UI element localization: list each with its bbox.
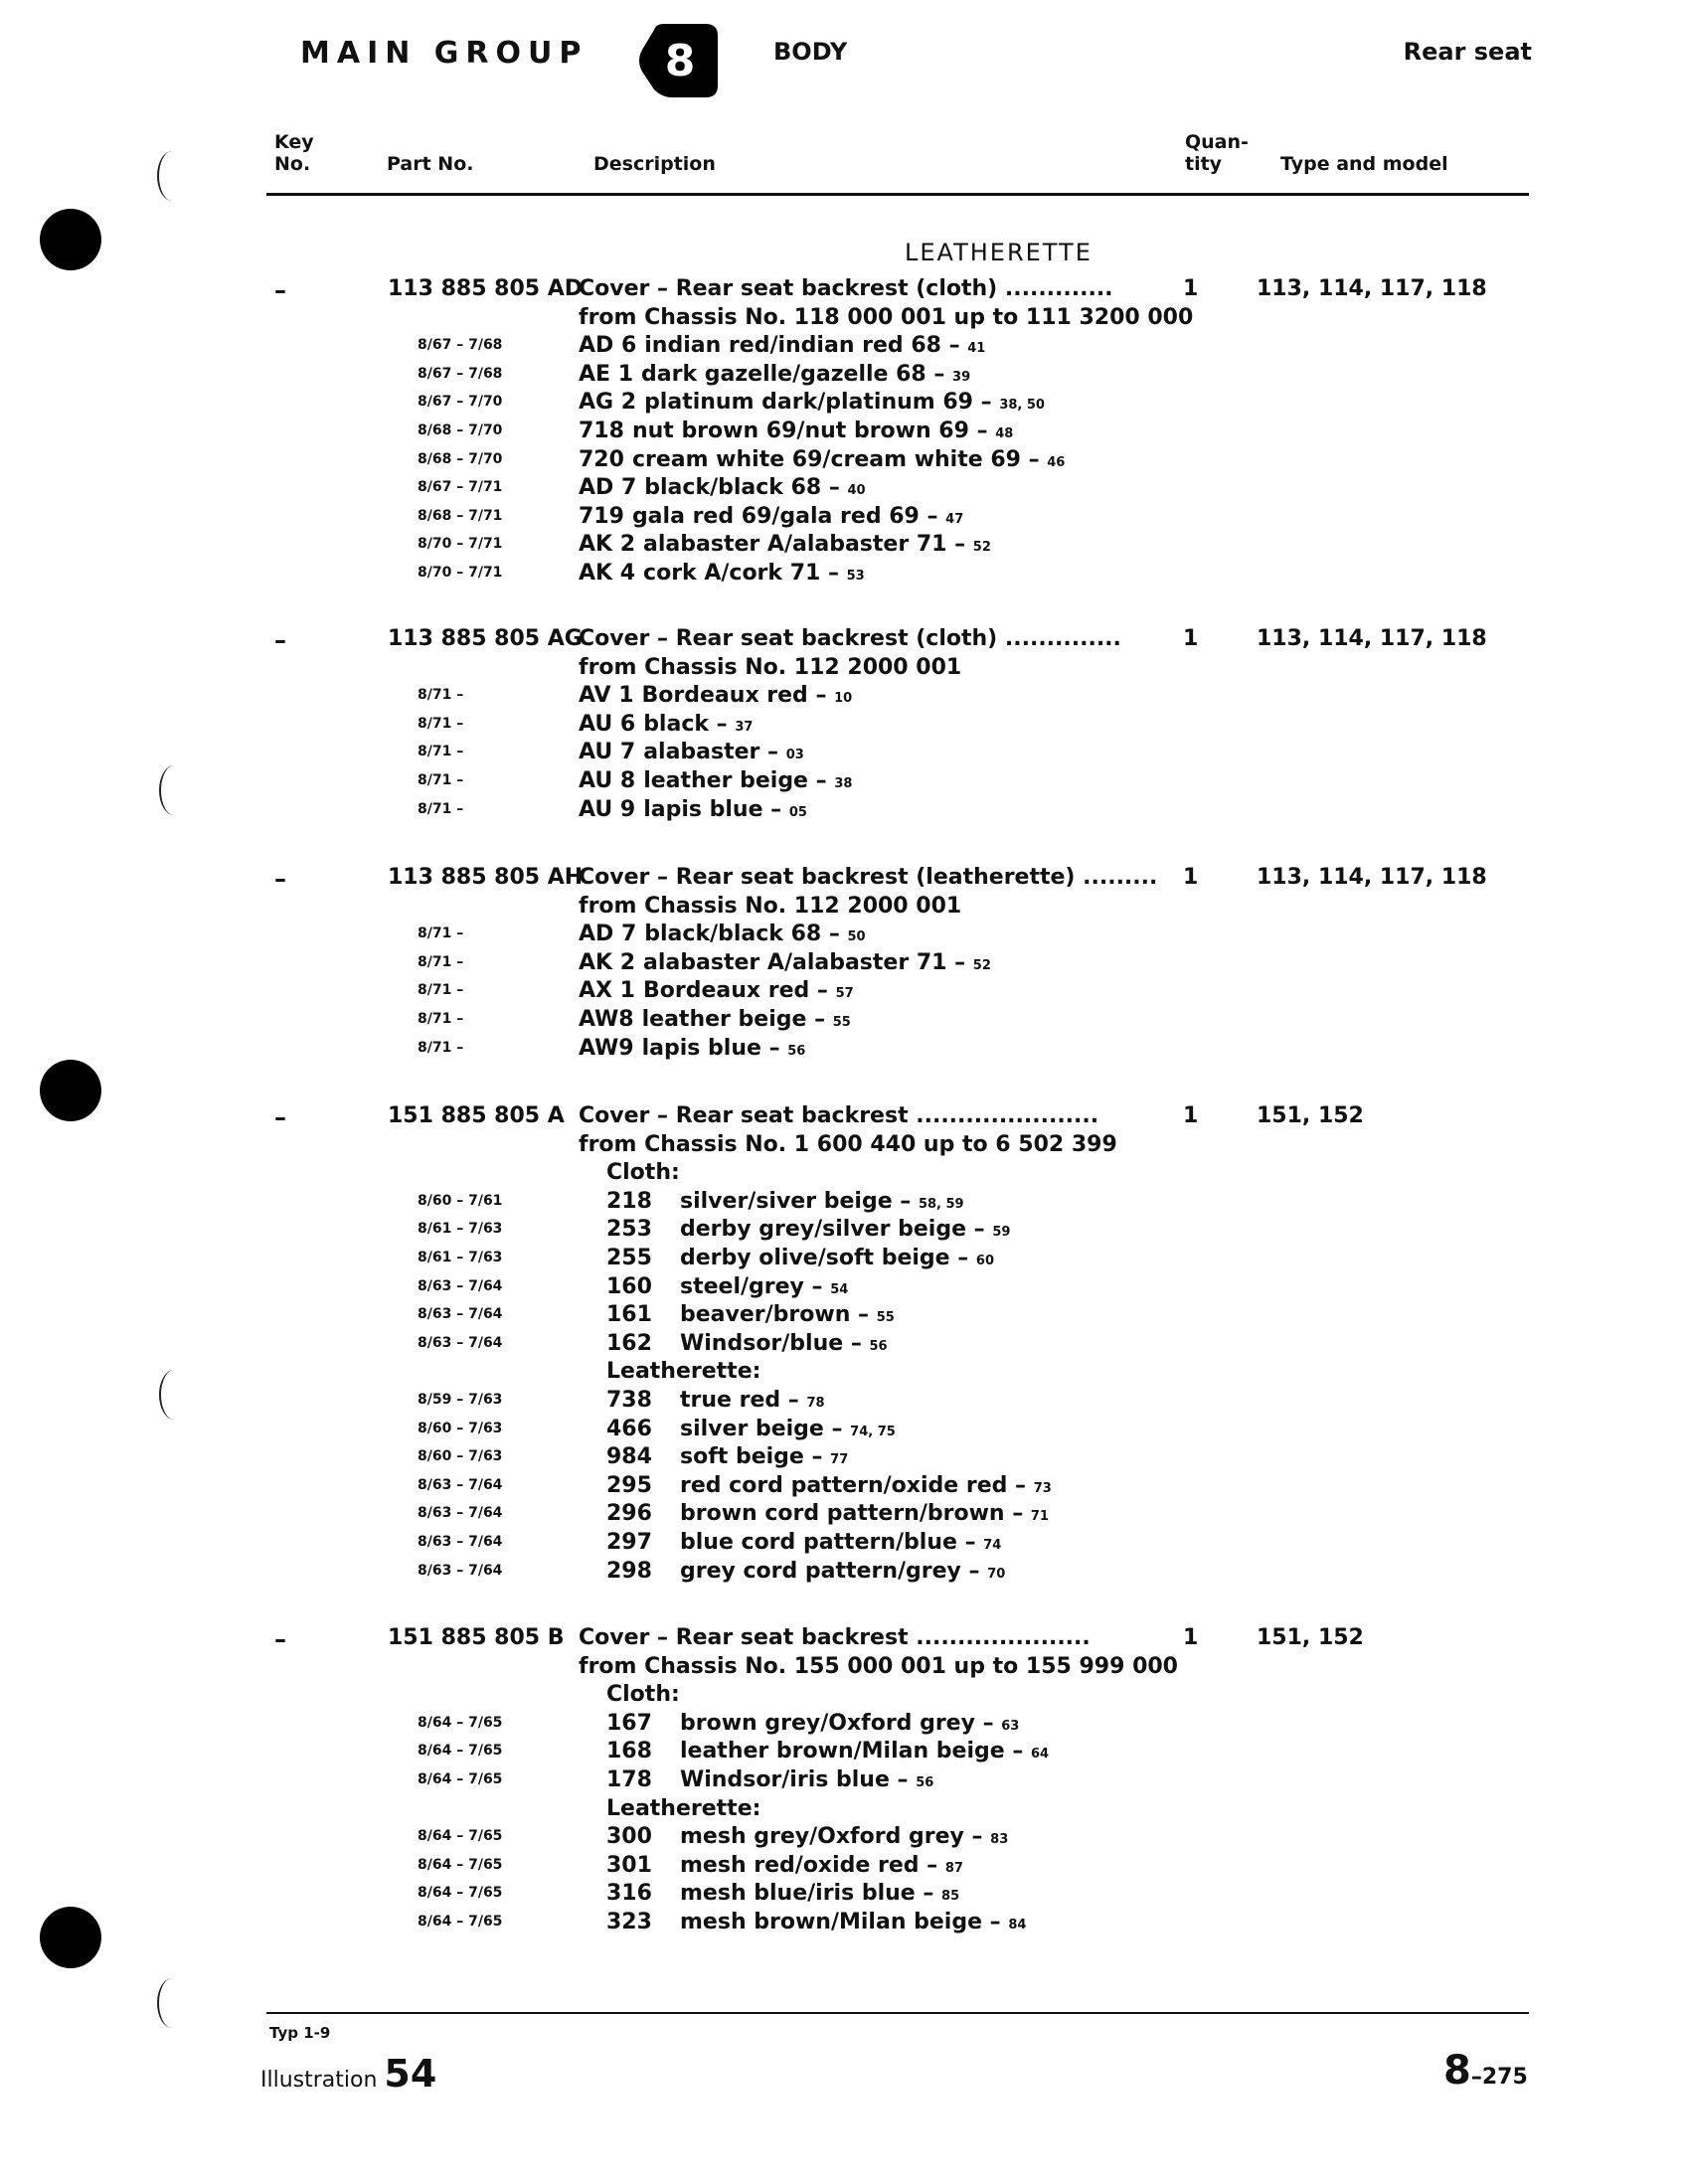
- variant-row: [606, 1189, 964, 1214]
- variant-row: [579, 768, 852, 793]
- col-description: Description: [593, 153, 716, 175]
- variant-ref: 71: [1030, 1509, 1049, 1525]
- variant-name: silver/siver beige –: [680, 1188, 919, 1214]
- variant-ref: 52: [972, 540, 991, 556]
- variant-name: gala red 69/gala red 69 –: [631, 503, 946, 529]
- variant-ref: 41: [967, 341, 986, 357]
- variant-name: lapis blue –: [643, 796, 789, 822]
- variant-row: [606, 1473, 1052, 1498]
- variant-code: 253: [606, 1217, 652, 1243]
- variant-name: mesh blue/iris blue –: [680, 1881, 942, 1907]
- variant-ref: 39: [952, 369, 971, 385]
- type-model: 113, 114, 117, 118: [1257, 276, 1487, 301]
- variant-row: [606, 1881, 959, 1906]
- variant-code: AV 1: [579, 683, 634, 709]
- variant-name: alabaster –: [643, 740, 786, 765]
- main-group-title: MAIN GROUP: [300, 36, 589, 71]
- variant-ref: 37: [735, 719, 754, 735]
- variant-row: [579, 390, 1045, 415]
- variant-ref: 74, 75: [850, 1424, 896, 1439]
- variant-row: [606, 1501, 1049, 1526]
- variant-date: 8/63 – 7/64: [418, 1562, 503, 1579]
- variant-date: 8/59 – 7/63: [418, 1392, 503, 1408]
- variant-name: brown grey/Oxford grey –: [680, 1710, 1002, 1736]
- variant-name: black/black 68 –: [644, 922, 848, 947]
- variant-code: 255: [606, 1246, 652, 1270]
- section-label: Cloth:: [606, 1682, 680, 1708]
- variant-ref: 57: [835, 986, 854, 1002]
- variant-code: AE 1: [579, 361, 634, 387]
- variant-name: brown cord pattern/brown –: [680, 1501, 1031, 1527]
- variant-row: [579, 978, 854, 1003]
- variant-date: 8/71 –: [418, 744, 464, 760]
- quantity: 1: [1183, 626, 1199, 651]
- section-label: Leatherette:: [606, 1795, 761, 1821]
- variant-row: [579, 683, 852, 708]
- group-number-badge: [636, 20, 721, 101]
- part-description: Cover – Rear seat backrest ......................: [579, 1103, 1099, 1128]
- variant-row: [606, 1853, 963, 1878]
- variant-ref: 84: [1008, 1918, 1027, 1932]
- variant-ref: 60: [975, 1254, 995, 1268]
- part-number: 113 885 805 AD: [388, 276, 584, 301]
- variant-date: 8/64 – 7/65: [418, 1714, 503, 1731]
- variant-name: derby grey/silver beige –: [680, 1217, 993, 1243]
- variant-date: 8/70 – 7/71: [418, 565, 503, 581]
- variant-date: 8/71 –: [418, 1039, 464, 1056]
- variant-code: 295: [606, 1472, 652, 1498]
- variant-date: 8/61 – 7/63: [418, 1250, 503, 1265]
- variant-date: 8/71 –: [418, 1011, 464, 1027]
- variant-ref: 40: [847, 483, 866, 499]
- variant-row: [579, 504, 963, 529]
- handwritten-note: LEATHERETTE: [905, 239, 1093, 266]
- variant-date: 8/64 – 7/65: [418, 1856, 503, 1873]
- quantity: 1: [1183, 1625, 1199, 1650]
- variant-name: alabaster A/alabaster 71 –: [643, 949, 973, 975]
- variant-code: AK 2: [579, 532, 636, 558]
- variant-date: 8/61 – 7/63: [418, 1221, 503, 1238]
- chassis-range: from Chassis No. 155 000 001 up to 155 999 000: [579, 1653, 1178, 1679]
- page-group: 8: [1443, 2048, 1471, 2094]
- variant-ref: 58, 59: [918, 1196, 964, 1212]
- variant-row: [606, 1388, 825, 1413]
- variant-ref: 38: [834, 776, 853, 791]
- part-description: Cover – Rear seat backrest (cloth) ..............: [579, 626, 1121, 651]
- variant-code: 300: [606, 1824, 652, 1850]
- header-rule: [266, 193, 1529, 196]
- col-type-model: Type and model: [1280, 153, 1448, 175]
- part-description: Cover – Rear seat backrest (leatherette) .........: [579, 865, 1158, 890]
- variant-name: silver beige –: [680, 1416, 851, 1441]
- variant-row: [606, 1711, 1019, 1736]
- variant-name: black –: [643, 711, 736, 737]
- variant-date: 8/63 – 7/64: [418, 1277, 503, 1294]
- variant-code: 161: [606, 1302, 652, 1328]
- binder-arc: [157, 151, 187, 201]
- variant-date: 8/67 – 7/68: [418, 365, 503, 382]
- variant-name: indian red/indian red 68 –: [644, 333, 968, 359]
- variant-ref: 46: [1047, 454, 1066, 470]
- col-key-no: Key No.: [274, 131, 314, 175]
- part-description: Cover – Rear seat backrest (cloth) .............: [579, 276, 1113, 301]
- variant-ref: 56: [916, 1775, 934, 1790]
- variant-date: 8/71 –: [418, 687, 464, 704]
- variant-date: 8/63 – 7/64: [418, 1334, 503, 1351]
- variant-name: steel/grey –: [680, 1273, 831, 1299]
- variant-code: 719: [579, 503, 624, 529]
- variant-code: AU 9: [579, 796, 636, 822]
- chassis-range: from Chassis No. 112 2000 001: [579, 654, 962, 680]
- variant-ref: 56: [869, 1338, 888, 1354]
- variant-name: nut brown 69/nut brown 69 –: [631, 419, 996, 443]
- variant-name: platinum dark/platinum 69 –: [644, 390, 1000, 416]
- variant-row: [606, 1739, 1049, 1764]
- variant-name: grey cord pattern/grey –: [680, 1558, 988, 1584]
- variant-ref: 55: [876, 1310, 895, 1326]
- variant-date: 8/71 –: [418, 800, 464, 817]
- variant-row: [606, 1331, 888, 1356]
- section-label: Cloth:: [606, 1160, 680, 1186]
- variant-date: 8/71 –: [418, 772, 464, 788]
- group-number: 8: [664, 36, 696, 86]
- variant-name: leather beige –: [643, 768, 835, 793]
- variant-code: 168: [606, 1739, 652, 1764]
- variant-ref: 77: [830, 1452, 849, 1468]
- variant-row: [606, 1274, 848, 1299]
- quantity: 1: [1183, 1103, 1199, 1128]
- variant-date: 8/68 – 7/70: [418, 450, 503, 467]
- variant-code: AW9: [579, 1035, 634, 1061]
- variant-code: 301: [606, 1852, 652, 1878]
- variant-row: [606, 1530, 1001, 1555]
- type-model: 151, 152: [1257, 1625, 1364, 1650]
- variant-name: Bordeaux red –: [642, 978, 836, 1004]
- variant-date: 8/70 – 7/71: [418, 536, 503, 553]
- col-quantity: Quan- tity: [1185, 131, 1249, 175]
- variant-date: 8/64 – 7/65: [418, 1828, 503, 1845]
- variant-ref: 52: [972, 957, 991, 973]
- variant-ref: 73: [1033, 1480, 1052, 1496]
- variant-code: AU 7: [579, 740, 636, 765]
- variant-row: [606, 1559, 1005, 1584]
- punch-hole: [40, 1907, 101, 1968]
- illustration-label: Illustration: [260, 2068, 378, 2093]
- variant-name: lapis blue –: [641, 1035, 788, 1061]
- variant-code: 167: [606, 1710, 652, 1736]
- variant-ref: 59: [992, 1225, 1011, 1241]
- variant-row: [606, 1767, 933, 1792]
- variant-row: [606, 1417, 896, 1441]
- key-no: –: [274, 1625, 286, 1653]
- variant-row: [579, 475, 866, 500]
- variant-name: cork A/cork 71 –: [643, 561, 847, 586]
- variant-ref: 85: [941, 1889, 960, 1905]
- variant-date: 8/64 – 7/65: [418, 1885, 503, 1902]
- variant-name: mesh red/oxide red –: [680, 1852, 945, 1878]
- variant-row: [579, 950, 991, 975]
- variant-name: soft beige –: [680, 1444, 831, 1470]
- key-no: –: [274, 626, 286, 654]
- variant-date: 8/67 – 7/70: [418, 394, 503, 411]
- variant-ref: 70: [987, 1566, 1006, 1582]
- variant-name: derby olive/soft beige –: [680, 1246, 976, 1270]
- variant-code: 720: [579, 446, 624, 472]
- variant-row: [579, 1007, 851, 1032]
- variant-name: leather brown/Milan beige –: [680, 1739, 1031, 1764]
- variant-date: 8/60 – 7/61: [418, 1192, 503, 1209]
- variant-date: 8/63 – 7/64: [418, 1534, 503, 1550]
- variant-ref: 05: [788, 804, 807, 820]
- binder-arc: [159, 765, 189, 815]
- variant-code: AU 6: [579, 711, 636, 737]
- variant-name: black/black 68 –: [644, 475, 848, 501]
- chassis-range: from Chassis No. 118 000 001 up to 111 3200 000: [579, 304, 1194, 330]
- variant-row: [579, 532, 991, 557]
- variant-date: 8/63 – 7/64: [418, 1306, 503, 1323]
- col-part-no: Part No.: [387, 153, 474, 175]
- variant-code: AK 2: [579, 949, 636, 975]
- variant-code: 298: [606, 1558, 652, 1584]
- variant-row: [579, 712, 753, 737]
- key-no: –: [274, 1103, 286, 1131]
- variant-code: AU 8: [579, 768, 636, 793]
- variant-ref: 63: [1001, 1718, 1020, 1734]
- variant-name: beaver/brown –: [680, 1302, 877, 1328]
- variant-code: 218: [606, 1188, 652, 1214]
- variant-row: [579, 333, 985, 358]
- variant-date: 8/71 –: [418, 982, 464, 999]
- variant-row: [579, 1036, 805, 1061]
- variant-ref: 03: [785, 748, 804, 763]
- variant-code: AD 7: [579, 922, 637, 947]
- variant-name: Bordeaux red –: [641, 683, 835, 709]
- part-number: 151 885 805 A: [388, 1103, 565, 1128]
- chassis-range: from Chassis No. 1 600 440 up to 6 502 399: [579, 1131, 1117, 1157]
- part-number: 113 885 805 AG: [388, 626, 583, 651]
- variant-name: true red –: [680, 1388, 807, 1413]
- key-no: –: [274, 276, 286, 304]
- variant-code: AW8: [579, 1007, 634, 1032]
- variant-date: 8/68 – 7/71: [418, 507, 503, 524]
- variant-date: 8/64 – 7/65: [418, 1771, 503, 1787]
- variant-ref: 78: [806, 1396, 825, 1411]
- variant-name: mesh brown/Milan beige –: [680, 1910, 1009, 1934]
- variant-row: [606, 1910, 1026, 1934]
- variant-name: mesh grey/Oxford grey –: [680, 1824, 991, 1850]
- variant-row: [579, 922, 866, 946]
- variant-row: [579, 740, 804, 764]
- variant-ref: 50: [847, 929, 866, 945]
- binder-arc: [159, 1370, 189, 1420]
- variant-row: [579, 419, 1013, 443]
- variant-date: 8/63 – 7/64: [418, 1505, 503, 1522]
- binder-arc: [157, 1978, 187, 2028]
- variant-date: 8/60 – 7/63: [418, 1448, 503, 1465]
- quantity: 1: [1183, 276, 1199, 301]
- variant-row: [606, 1824, 1008, 1849]
- variant-ref: 47: [945, 511, 964, 527]
- page-number: [1443, 2048, 1528, 2094]
- variant-name: cream white 69/cream white 69 –: [631, 446, 1048, 472]
- variant-name: leather beige –: [641, 1007, 833, 1032]
- variant-date: 8/67 – 7/71: [418, 479, 503, 496]
- page-number-suffix: –275: [1470, 2065, 1528, 2090]
- footer-rule: [266, 2012, 1529, 2014]
- variant-name: blue cord pattern/blue –: [680, 1530, 984, 1555]
- variant-date: 8/71 –: [418, 715, 464, 732]
- variant-row: [606, 1217, 1010, 1242]
- variant-ref: 48: [995, 426, 1014, 441]
- variant-code: AD 6: [579, 333, 637, 359]
- punch-hole: [40, 209, 101, 270]
- variant-row: [606, 1246, 994, 1270]
- variant-name: dark gazelle/gazelle 68 –: [641, 361, 953, 387]
- variant-date: 8/71 –: [418, 953, 464, 970]
- illustration-number: 54: [384, 2052, 437, 2096]
- variant-code: 178: [606, 1767, 652, 1792]
- variant-code: AG 2: [579, 390, 637, 416]
- variant-code: 718: [579, 419, 624, 443]
- variant-code: AD 7: [579, 475, 637, 501]
- punch-hole: [40, 1060, 101, 1121]
- chassis-range: from Chassis No. 112 2000 001: [579, 893, 962, 919]
- variant-row: [579, 362, 970, 387]
- variant-ref: 83: [990, 1832, 1009, 1848]
- variant-row: [606, 1302, 895, 1327]
- variant-code: 984: [606, 1444, 652, 1470]
- type-model: 151, 152: [1257, 1103, 1364, 1128]
- part-number: 151 885 805 B: [388, 1625, 565, 1650]
- variant-date: 8/67 – 7/68: [418, 337, 503, 354]
- variant-ref: 56: [787, 1043, 806, 1059]
- footer-illustration: [260, 2052, 436, 2096]
- variant-code: AX 1: [579, 978, 635, 1004]
- variant-date: 8/64 – 7/65: [418, 1914, 503, 1930]
- variant-row: [579, 561, 865, 586]
- variant-code: 316: [606, 1881, 652, 1907]
- variant-code: 466: [606, 1416, 652, 1441]
- variant-name: red cord pattern/oxide red –: [680, 1472, 1034, 1498]
- section-label: Leatherette:: [606, 1359, 761, 1385]
- variant-date: 8/64 – 7/65: [418, 1743, 503, 1760]
- variant-code: 738: [606, 1388, 652, 1413]
- variant-code: 160: [606, 1273, 652, 1299]
- variant-name: Windsor/iris blue –: [680, 1767, 917, 1792]
- variant-row: [579, 797, 807, 822]
- variant-code: AK 4: [579, 561, 636, 586]
- variant-ref: 54: [830, 1281, 849, 1297]
- variant-ref: 10: [834, 691, 853, 707]
- variant-name: Windsor/blue –: [680, 1330, 870, 1356]
- variant-code: 296: [606, 1501, 652, 1527]
- type-model: 113, 114, 117, 118: [1257, 865, 1487, 890]
- variant-code: 297: [606, 1530, 652, 1555]
- type-model: 113, 114, 117, 118: [1257, 626, 1487, 651]
- variant-row: [606, 1444, 848, 1469]
- variant-row: [579, 447, 1065, 472]
- variant-date: 8/71 –: [418, 925, 464, 942]
- variant-ref: 74: [983, 1538, 1002, 1553]
- section-title: BODY: [773, 38, 848, 66]
- variant-date: 8/68 – 7/70: [418, 422, 503, 438]
- variant-ref: 55: [832, 1015, 851, 1030]
- variant-ref: 53: [846, 569, 865, 584]
- part-description: Cover – Rear seat backrest .....................: [579, 1625, 1091, 1650]
- variant-ref: 87: [944, 1860, 963, 1876]
- variant-code: 323: [606, 1910, 652, 1934]
- variant-code: 162: [606, 1330, 652, 1356]
- variant-date: 8/63 – 7/64: [418, 1476, 503, 1493]
- quantity: 1: [1183, 865, 1199, 890]
- variant-name: alabaster A/alabaster 71 –: [643, 532, 973, 558]
- page-topic: Rear seat: [1403, 38, 1532, 66]
- variant-ref: 64: [1031, 1747, 1050, 1763]
- variant-ref: 38, 50: [999, 398, 1045, 414]
- part-number: 113 885 805 AH: [388, 865, 584, 890]
- variant-date: 8/60 – 7/63: [418, 1420, 503, 1436]
- key-no: –: [274, 865, 286, 893]
- footer-typ: Typ 1-9: [269, 2024, 331, 2042]
